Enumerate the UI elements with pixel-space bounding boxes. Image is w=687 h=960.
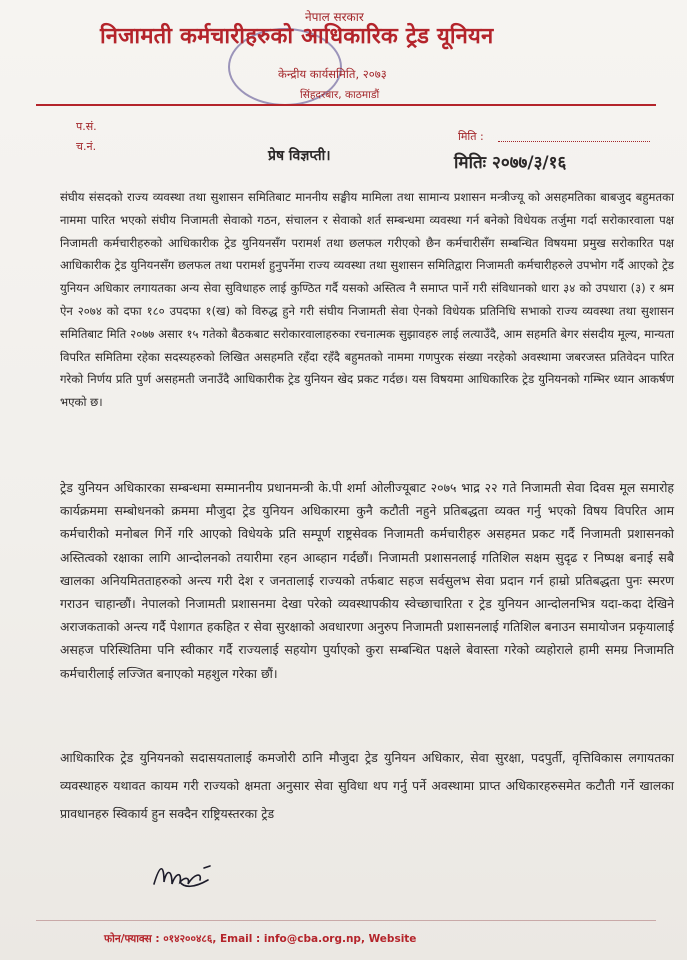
- letterhead-divider: [36, 104, 656, 106]
- footer-divider: [36, 920, 656, 921]
- paragraph-2: ट्रेड युनियन अधिकारका सम्बन्धमा सम्माननीय प्रधानमन्त्री के.पी शर्मा ओलीज्यूबाट २०७५ भाद्र २२ गते निजामती सेवा दिवस मूल समारोह कार्यक्रममा सम्बोधनको क्रममा मौजुदा ट्रेड युनियन अधिकारमा कुनै कटौती नहुने प्रतिबद्धता व्यक्त गर्नु भएको विषय विपरित आम कर्मचारीको मनोबल गिर्ने गरि आएको विधेयके प्रति सम्पूर्ण राष्ट्रसेवक निजामती कर्मचारीहरु असहमत प्रकट गर्दै निजामती प्रशासनको अस्तित्वको रक्षाका लागि आन्दोलनको तयारीमा रहन आब्हान गर्दछौं। निजामती प्रशासनलाई गतिशिल सक्षम सुदृढ र निष्पक्ष बनाई सबै खालका अनियमितताहरुको अन्त्य गरी देश र जनतालाई राज्यको तर्फबाट सहज सर्वसुलभ सेवा प्रदान गर्न हाम्रो प्रतिबद्धता पुनः स्मरण गराउन चाहान्छौं। नेपालको निजामती प्रशासनमा देखा परेको व्यवस्थापकीय स्वेच्छाचारिता र ट्रेड युनियन आन्दोलनभित्र यदा-कदा देखिने अराजकताको अन्त्य गर्दै पेशागत हकहित र सेवा सुरक्षाको अवधारणा अनुरुप निजामती प्रशासनलाई गतिशिल बनाउन समायोजन प्रकृयालाई असहज परिस्थितिमा पनि स्वीकार गर्दै राज्यलाई सहयोग पुर्याएको कुरा सम्बन्धित पक्षले बेवास्ता गरेको व्यहोराले हामी समग्र निजामति कर्मचारीलाई लज्जित बनाएको महशुल गरेका छौं।: [60, 480, 674, 681]
- footer-contact: फोन/फ्याक्स : ०१४२००४८६, Email : info@cba.org.np, Website: [104, 933, 417, 945]
- signature: [150, 858, 220, 894]
- dispatch-number-label: च.नं.: [76, 140, 97, 153]
- letterhead-address: सिंहदरबार, काठमाडौं: [300, 89, 380, 101]
- handwritten-date: मितिः २०७७/३/१६: [454, 153, 567, 173]
- letterhead-committee: केन्द्रीय कार्यसमिति, २०७३: [278, 67, 387, 81]
- letterhead-title: निजामती कर्मचारीहरुको आधिकारिक ट्रेड यूनियन: [100, 24, 494, 49]
- letterhead-country: नेपाल सरकार: [305, 10, 364, 24]
- press-release-title: प्रेष विज्ञप्ती।: [268, 148, 331, 164]
- date-field-label: मिति :: [458, 130, 484, 143]
- paragraph-3: आधिकारिक ट्रेड युनियनको सदासयतालाई कमजोरी ठानि मौजुदा ट्रेड युनियन अधिकार, सेवा सुरक्षा, पदपुर्ती, वृत्तिविकास लगायतका व्यवस्थाहरु यथावत कायम गरी राज्यको क्षमता अनुसार सेवा सुविधा थप गर्नु पर्ने अवस्थामा प्राप्त अधिकारहरुसमेत कटौती गर्ने खालका प्रावधानहरु स्विकार्य हुन सक्दैन राष्ट्रियस्तरका ट्रेड: [60, 750, 674, 821]
- paragraph-1: संघीय संसदको राज्य व्यवस्था तथा सुशासन समितिबाट माननीय सङ्घीय मामिला तथा सामान्य प्रशासन मन्त्रीज्यू को असहमतिका बाबजुद बहुमतका नाममा पारित भएको संघीय निजामती सेवाको गठन, संचालन र सेवाको शर्त सम्बन्धमा व्यवस्था गर्न बनेको विधेयक तर्जुमा गर्दा सरोकारवाला पक्ष निजामती कर्मचारीहरुको आधिकारीक ट्रेड युनियनसँग परामर्श तथा छलफल गरीएको छैन कर्मचारीसँग सम्बन्धित विषयमा प्रमुख सरोकारित पक्ष आधिकारीक ट्रेड युनियनसँग छलफल तथा परामर्श हुनुपर्नेमा राज्य व्यवस्था तथा सुशासन समितिद्वारा निजामती कर्मचारीहरुले उपभोग गर्दै आएको ट्रेड युनियन अधिकार लगायतका अन्य सेवा सुविधाहरु लाई कुण्ठित गर्दै यसको अस्तित्व नै समाप्त पार्ने गरी संविधानको धारा ३४ को उपधारा (३) र श्रम ऐन २०७४ को दफा १८० उपदफा १(ख) को विरुद्ध हुने गरी संघीय निजामती सेवा ऐनको विधेयक प्रतिनिधि सभाको राज्य व्यवस्था तथा सुशासन समितिबाट मिति २०७७ असार १५ गतेको बैठकबाट सरोकारवालाहरुका रचनात्मक सुझावहरु लाई लत्याउँदै, आम सहमति बेगर संसदीय मूल्य, मान्यता विपरित समितिमा रहेका सदस्यहरुको लिखित असहमति रहँदा रहँदै बहुमतको नाममा गणपुरक संख्या नरहेको अवस्थामा जबरजस्त प्रतिवेदन पारित गरेको निर्णय प्रति पुर्ण असहमती जनाउँदै आधिकारीक ट्रेड युनियन खेद प्रकट गर्दछ। यस विषयमा आधिकारिक ट्रेड युनियनको गम्भिर ध्यान आकर्षण भएको छ।: [60, 190, 674, 410]
- date-field-line: [498, 141, 650, 142]
- reference-number-label: प.सं.: [76, 120, 97, 133]
